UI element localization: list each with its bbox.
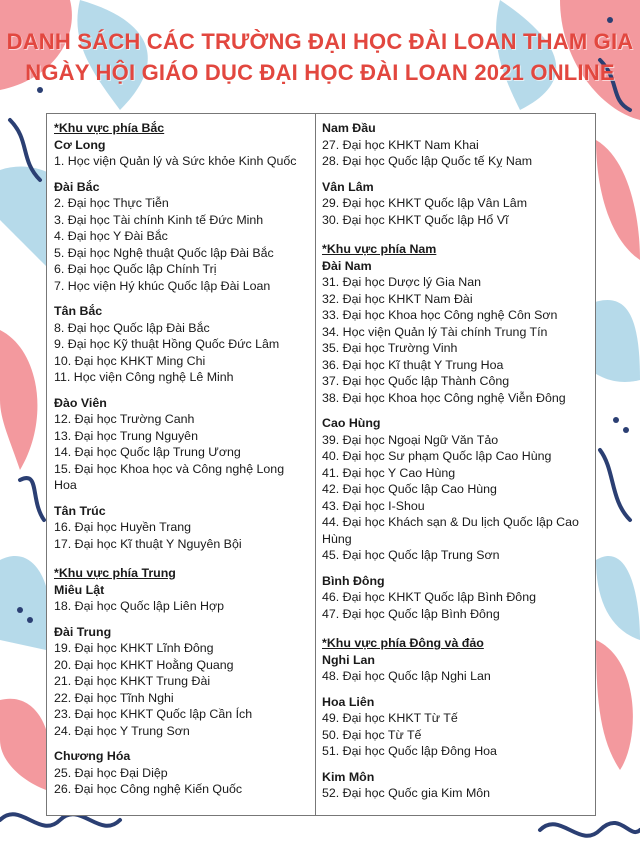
list-item: 16. Đại học Huyền Trang	[54, 520, 192, 534]
list-item: 8. Đại học Quốc lập Đài Bắc	[54, 320, 210, 335]
list-item: 14. Đại học Quốc lập Trung Ương	[54, 445, 241, 459]
list-item: 21. Đại học KHKT Trung Đài	[54, 674, 211, 688]
city-heading: Chương Hóa	[54, 749, 131, 763]
list-item: 20. Đại học KHKT Hoằng Quang	[54, 657, 234, 672]
list-item: 35. Đại học Trường Vinh	[322, 341, 458, 355]
list-item: 47. Đại học Quốc lập Bình Đông	[322, 606, 500, 621]
list-item: 38. Đại học Khoa học Công nghệ Viễn Đông	[322, 390, 566, 405]
city-heading: Nam Đầu	[322, 121, 376, 135]
list-item: 4. Đại học Y Đài Bắc	[54, 229, 168, 243]
list-item: 49. Đại học KHKT Từ Tế	[322, 711, 458, 725]
list-item: 25. Đại học Đại Diệp	[54, 765, 168, 780]
page-title	[0, 26, 640, 88]
region-heading-south: *Khu vực phía Nam	[322, 242, 437, 256]
list-item: 6. Đại học Quốc lập Chính Trị	[54, 262, 217, 276]
list-item: 18. Đại học Quốc lập Liên Hợp	[54, 599, 224, 613]
list-item: 39. Đại học Ngoại Ngữ Văn Tảo	[322, 432, 499, 447]
list-item: 15. Đại học Khoa học và Công nghệ Long Hoa	[54, 461, 285, 492]
list-item: 17. Đại học Kĩ thuật Y Nguyên Bội	[54, 536, 242, 551]
list-item: 44. Đại học Khách sạn & Du lịch Quốc lập Cao Hùng	[322, 515, 579, 546]
list-item: 7. Học viện Hý khúc Quốc lập Đài Loan	[54, 278, 271, 293]
list-item: 13. Đại học Trung Nguyên	[54, 428, 198, 443]
list-item: 26. Đại học Công nghệ Kiến Quốc	[54, 782, 243, 796]
university-list-card	[46, 113, 596, 816]
list-item: 52. Đại học Quốc gia Kim Môn	[322, 786, 491, 800]
list-item: 12. Đại học Trường Canh	[54, 412, 195, 426]
city-heading: Vân Lâm	[322, 179, 374, 194]
region-heading-central: *Khu vực phía Trung	[54, 566, 176, 580]
city-heading: Nghi Lan	[322, 652, 375, 667]
region-heading-north: *Khu vực phía Bắc	[54, 121, 165, 135]
city-heading: Miêu Lật	[54, 582, 105, 597]
list-item: 41. Đại học Y Cao Hùng	[322, 465, 456, 480]
list-item: 3. Đại học Tài chính Kinh tế Đức Minh	[54, 212, 264, 227]
list-item: 48. Đại học Quốc lập Nghi Lan	[322, 669, 491, 683]
list-item: 33. Đại học Khoa học Công nghệ Côn Sơn	[322, 308, 558, 322]
city-heading: Đài Trung	[54, 624, 112, 639]
list-item: 1. Học viện Quản lý và Sức khỏe Kinh Quốc	[54, 154, 297, 168]
list-item: 50. Đại học Từ Tế	[322, 727, 422, 742]
city-heading: Bình Đông	[322, 573, 385, 588]
list-item: 2. Đại học Thực Tiễn	[54, 196, 169, 210]
list-item: 28. Đại học Quốc lập Quốc tế Kỵ Nam	[322, 154, 533, 168]
city-heading: Cao Hùng	[322, 416, 381, 430]
list-item: 36. Đại học Kĩ thuật Y Trung Hoa	[322, 357, 504, 372]
list-item: 32. Đại học KHKT Nam Đài	[322, 291, 473, 306]
city-heading: Đào Viên	[54, 395, 107, 410]
list-item: 11. Học viện Công nghệ Lê Minh	[54, 370, 234, 384]
city-heading: Kim Môn	[322, 769, 375, 784]
city-heading: Đài Nam	[322, 258, 372, 273]
left-column	[47, 114, 316, 815]
list-item: 24. Đại học Y Trung Sơn	[54, 723, 190, 738]
list-item: 34. Học viện Quản lý Tài chính Trung Tín	[322, 324, 548, 339]
region-heading-east: *Khu vực phía Đông và đảo	[322, 636, 484, 650]
list-item: 40. Đại học Sư phạm Quốc lập Cao Hùng	[322, 449, 552, 463]
list-item: 9. Đại học Kỹ thuật Hồng Quốc Đức Lâm	[54, 337, 280, 351]
right-column	[316, 114, 595, 815]
list-item: 37. Đại học Quốc lập Thành Công	[322, 374, 510, 388]
list-item: 27. Đại học KHKT Nam Khai	[322, 137, 479, 152]
list-item: 22. Đại học Tĩnh Nghi	[54, 690, 174, 705]
title-line-1: DANH SÁCH CÁC TRƯỜNG ĐẠI HỌC ĐÀI LOAN THAM GIA	[6, 29, 634, 54]
list-item: 5. Đại học Nghệ thuật Quốc lập Đài Bắc	[54, 245, 274, 260]
list-item: 46. Đại học KHKT Quốc lập Bình Đông	[322, 590, 536, 604]
list-item: 43. Đại học I-Shou	[322, 498, 425, 513]
city-heading: Hoa Liên	[322, 694, 375, 709]
title-line-2: NGÀY HỘI GIÁO DỤC ĐẠI HỌC ĐÀI LOAN 2021 ONLINE	[25, 60, 615, 85]
list-item: 23. Đại học KHKT Quốc lập Cần Ích	[54, 707, 253, 721]
list-item: 19. Đại học KHKT Lĩnh Đông	[54, 641, 214, 655]
list-item: 31. Đại học Dược lý Gia Nan	[322, 275, 481, 289]
city-heading: Tân Bắc	[54, 304, 103, 318]
list-item: 29. Đại học KHKT Quốc lập Vân Lâm	[322, 196, 528, 210]
city-heading: Đài Bắc	[54, 179, 100, 194]
list-item: 51. Đại học Quốc lập Đông Hoa	[322, 744, 497, 758]
list-item: 42. Đại học Quốc lập Cao Hùng	[322, 482, 497, 496]
list-item: 10. Đại học KHKT Ming Chi	[54, 353, 206, 368]
list-item: 30. Đại học KHKT Quốc lập Hổ Vĩ	[322, 212, 509, 227]
city-heading: Tân Trúc	[54, 503, 106, 518]
list-item: 45. Đại học Quốc lập Trung Sơn	[322, 548, 500, 562]
city-heading: Cơ Long	[54, 137, 106, 152]
